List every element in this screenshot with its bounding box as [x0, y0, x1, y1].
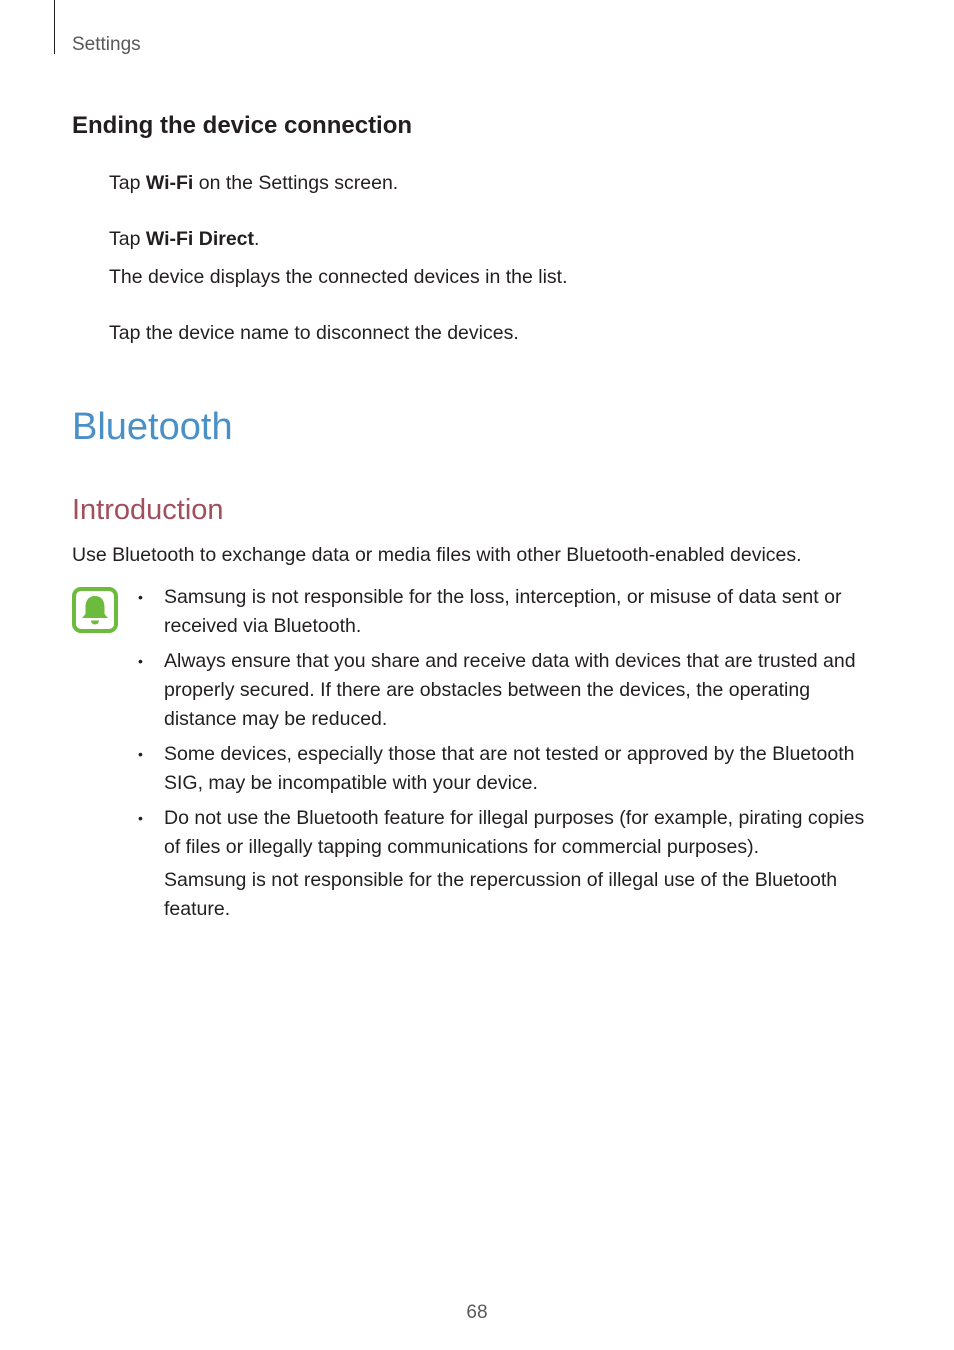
chapter-title: Bluetooth: [72, 406, 233, 448]
note-item: • Do not use the Bluetooth feature for illegal purposes (for example, pirating copies of files or illegally tapping communications for commercial purposes). Samsung is not responsible for the repercussion of illegal use of the Bluetooth feature.: [138, 804, 878, 924]
note-item: • Samsung is not responsible for the loss, interception, or misuse of data sent or received via Bluetooth.: [138, 583, 878, 641]
step-2-result: The device displays the connected devices in the list.: [109, 266, 568, 288]
notification-bell-icon: [72, 587, 118, 633]
ending-connection-heading: Ending the device connection: [72, 112, 413, 139]
step-1-wifi-label: Wi-Fi: [145, 172, 194, 194]
bullet: •: [138, 653, 143, 669]
notes-list: [138, 583, 878, 930]
note-item: • Always ensure that you share and receive data with devices that are trusted and properly secured. If there are obstacles between the devices, the operating distance may be reduced.: [138, 647, 878, 734]
note-item: • Some devices, especially those that are not tested or approved by the Bluetooth SIG, may be incompatible with your device.: [138, 740, 878, 798]
step-2: Tap Wi-Fi Direct.: [109, 228, 260, 250]
introduction-text: Use Bluetooth to exchange data or media files with other Bluetooth-enabled devices.: [72, 544, 802, 566]
bullet: •: [138, 589, 143, 605]
note-item-extra: Samsung is not responsible for the repercussion of illegal use of the Bluetooth feature.: [164, 869, 838, 920]
section-title-introduction: Introduction: [72, 494, 224, 526]
step-3: Tap the device name to disconnect the devices.: [109, 322, 519, 344]
bullet: •: [138, 810, 143, 826]
page-number: 68: [466, 1302, 488, 1323]
header-rule: [54, 0, 55, 54]
step-1: Tap Wi-Fi on the Settings screen.: [109, 172, 399, 194]
header-section-label: Settings: [72, 34, 141, 55]
bullet: •: [138, 746, 143, 762]
step-2-wifi-direct-label: Wi-Fi Direct: [145, 228, 255, 250]
